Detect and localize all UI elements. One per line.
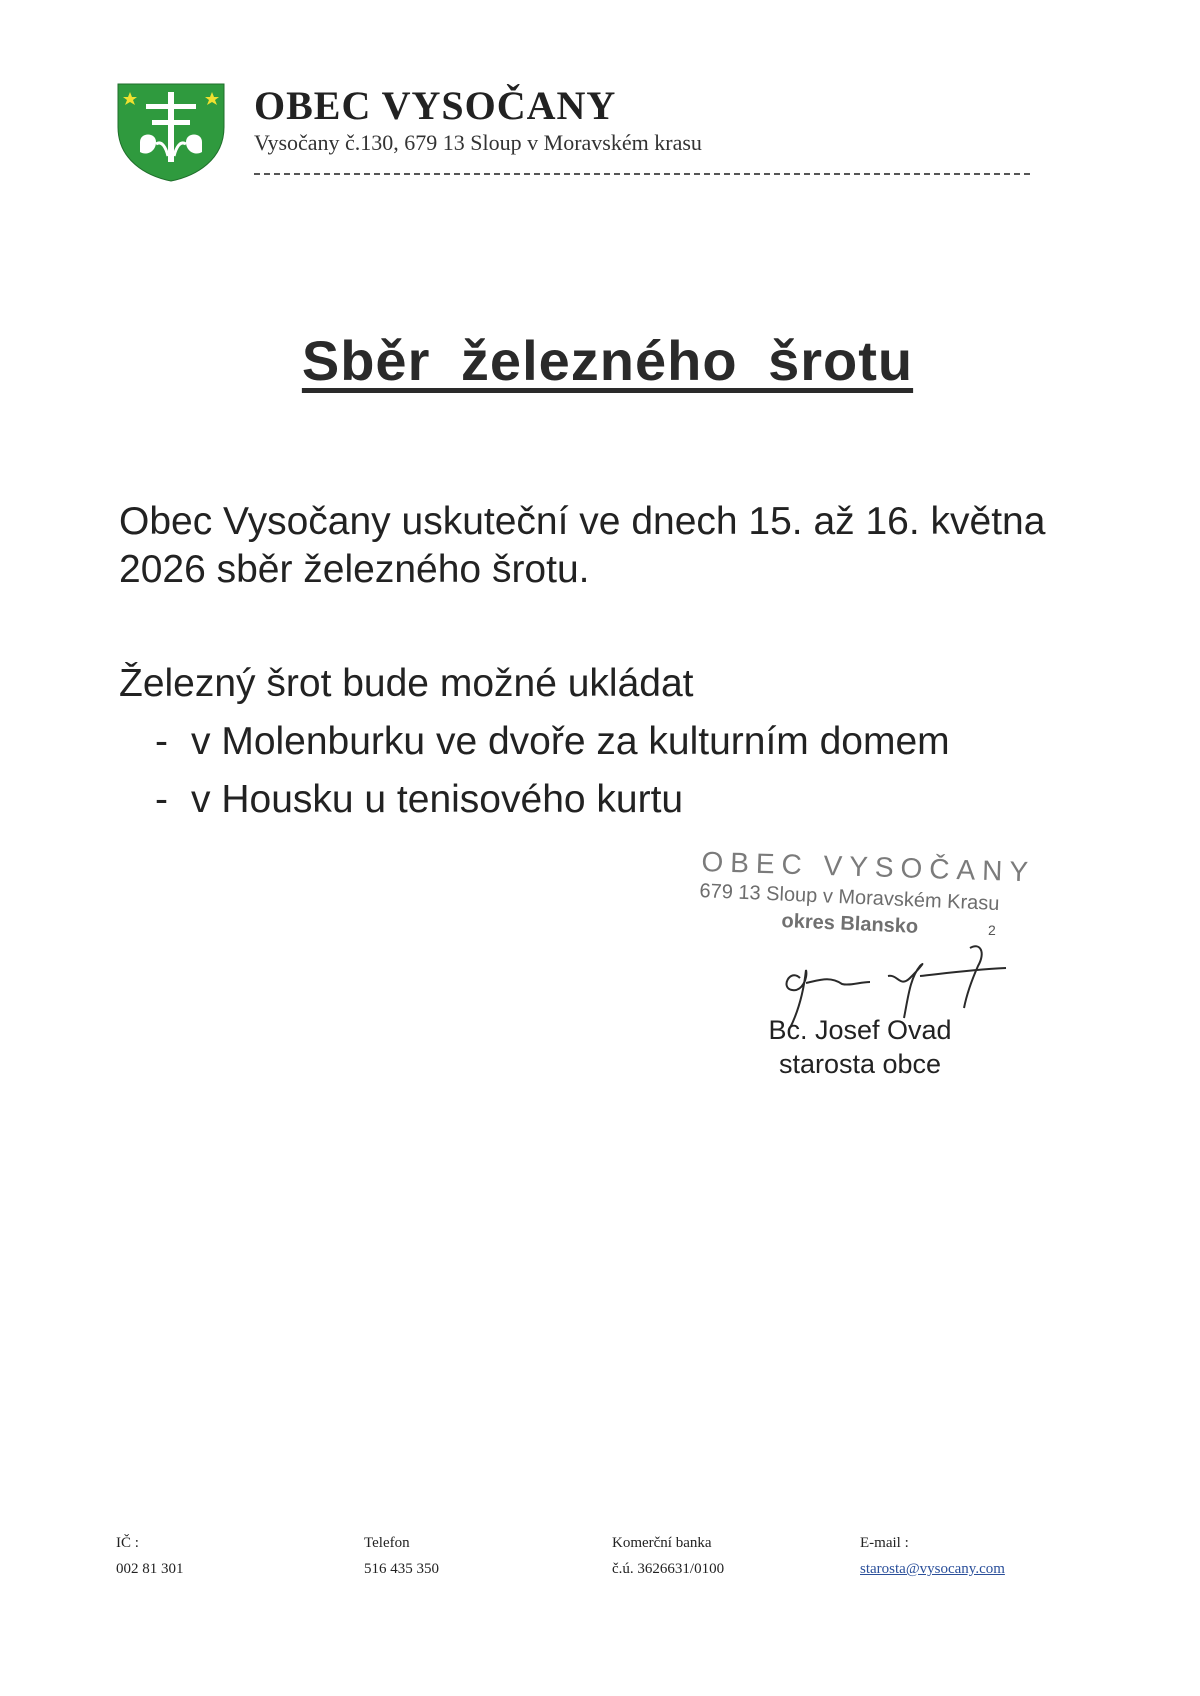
stamp-address: 679 13 Sloup v Moravském Krasu (699, 880, 1000, 916)
footer-bank-value: č.ú. 3626631/0100 (612, 1561, 725, 1577)
footer-ic-label: IČ : (116, 1535, 139, 1551)
locations-intro: Železný šrot bude možné ukládat (119, 662, 694, 705)
notice-title-text: Sběr železného šrotu (301, 329, 914, 392)
footer-bank-label: Komerční banka (612, 1535, 712, 1551)
footer-phone-label: Telefon (364, 1535, 410, 1551)
signer-role: starosta obce (778, 1049, 942, 1079)
organization-name: OBEC VYSOČANY (254, 83, 617, 128)
letterhead-divider (254, 173, 1030, 175)
signer-name: Bc. Josef Ovad (768, 1015, 952, 1045)
location-item (155, 720, 950, 764)
organization-address: Vysočany č.130, 679 13 Sloup v Moravském krasu (254, 130, 702, 155)
location-item (155, 778, 683, 822)
announcement-line-2: 2026 sběr železného šrotu. (119, 548, 590, 591)
stamp-number: 2 (988, 922, 996, 938)
announcement-line-1: Obec Vysočany uskuteční ve dnech 15. až 16. května (119, 500, 1046, 543)
footer-bank (612, 1530, 724, 1582)
footer-ic (116, 1530, 184, 1582)
location-text: v Molenburku ve dvoře za kulturním domem (191, 720, 950, 763)
footer-phone (364, 1530, 439, 1582)
bullet-dash: - (155, 778, 168, 821)
footer-phone-value: 516 435 350 (364, 1561, 439, 1577)
announcement-paragraph (119, 498, 1119, 594)
stamp-title: OBEC VYSOČANY (701, 846, 1036, 888)
bullet-dash: - (155, 720, 168, 763)
footer-email (860, 1530, 1005, 1582)
footer-ic-value: 002 81 301 (116, 1561, 184, 1577)
footer-email-link[interactable]: starosta@vysocany.com (860, 1561, 1005, 1577)
stamp-district: okres Blansko (781, 910, 919, 938)
location-text: v Housku u tenisového kurtu (191, 778, 684, 821)
signer-block (760, 1013, 960, 1081)
notice-title (0, 328, 1200, 393)
footer-email-label: E-mail : (860, 1535, 909, 1551)
municipal-crest-icon (116, 82, 226, 182)
